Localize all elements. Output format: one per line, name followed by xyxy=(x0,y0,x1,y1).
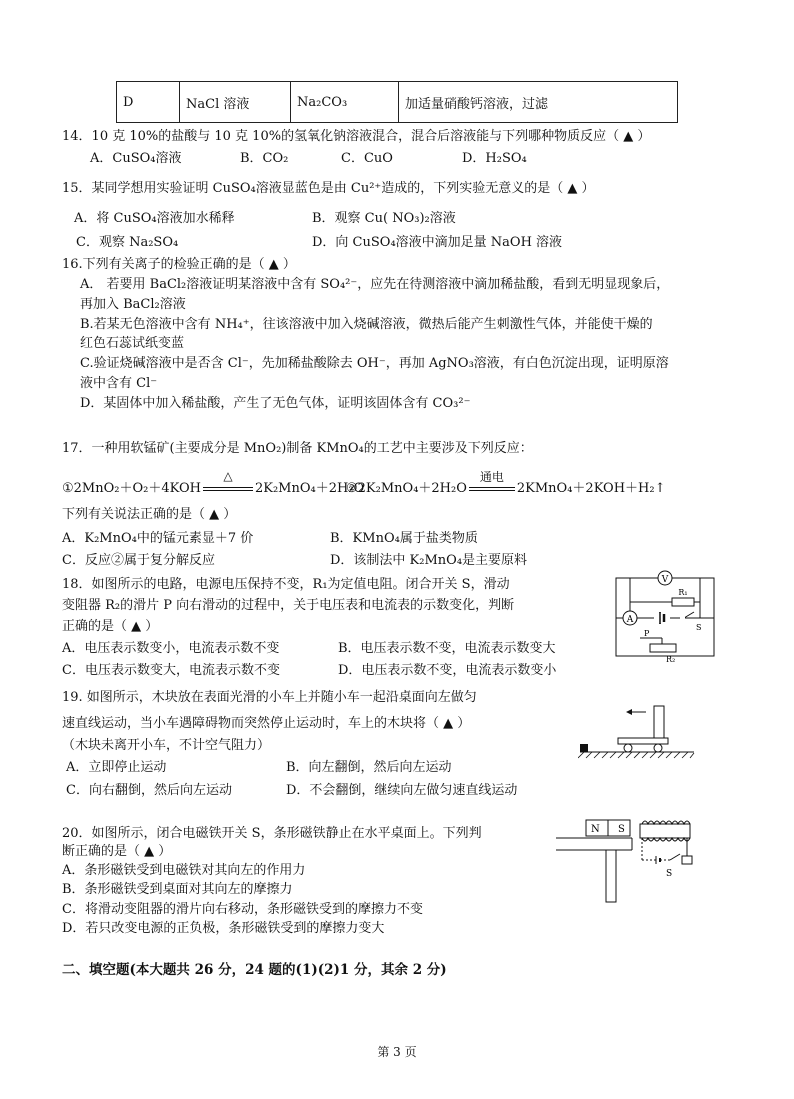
table-cell: Na₂CO₃ xyxy=(291,82,399,123)
eq1-left: ①2MnO₂＋O₂＋4KOH xyxy=(62,481,201,496)
q16-option-b: B.若某无色溶液中含有 NH₄⁺，往该溶液中加入烧碱溶液，微热后能产生刺激性气体，并能使干燥的 xyxy=(80,317,653,332)
q20-option-c: C．将滑动变阻器的滑片向右移动，条形磁铁受到的摩擦力不变 xyxy=(62,902,423,917)
q15-option-a: A．将 CuSO₄溶液加水稀释 xyxy=(74,211,235,226)
q18-line-2: 变阻器 R₂的滑片 P 向右滑动的过程中，关于电压表和电流表的示数变化，判断 xyxy=(62,598,515,613)
electromagnet-diagram xyxy=(556,816,696,906)
q15-option-c: C．观察 Na₂SO₄ xyxy=(76,235,179,250)
q20-option-a: A．条形磁铁受到电磁铁对其向左的作用力 xyxy=(62,863,306,878)
q17-equation-2 xyxy=(346,470,666,496)
q17-prompt: 下列有关说法正确的是（ ▲ ） xyxy=(62,507,237,522)
q15-option-b: B．观察 Cu( NO₃)₂溶液 xyxy=(312,211,456,226)
q19-option-b: B．向左翻倒，然后向左运动 xyxy=(286,760,452,775)
table-cell: 加适量硝酸钙溶液，过滤 xyxy=(399,82,678,123)
q19-option-d: D．不会翻倒，继续向左做匀速直线运动 xyxy=(286,783,518,798)
q19-option-c: C．向右翻倒，然后向左运动 xyxy=(66,783,232,798)
q14-stem: 14．10 克 10%的盐酸与 10 克 10%的氢氧化钠溶液混合，混合后溶液能与下列哪种物质反应（ ▲ ） xyxy=(62,129,651,144)
switch-s-label: S xyxy=(666,869,673,879)
r2-label: R₂ xyxy=(666,655,676,664)
q18-option-a: A．电压表示数变小，电流表示数不变 xyxy=(62,641,280,656)
slider-label: P xyxy=(644,629,650,638)
eq2-condition: 通电 xyxy=(467,481,517,496)
q18-option-d: D．电压表示数不变，电流表示数变小 xyxy=(338,663,557,678)
magnet-n-label: N xyxy=(591,824,600,835)
q17-stem: 17．一种用软锰矿(主要成分是 MnO₂)制备 KMnO₄的工艺中主要涉及下列反应： xyxy=(62,441,533,456)
switch-label: S xyxy=(696,623,702,632)
q19-line-3: （木块未离开小车，不计空气阻力） xyxy=(62,738,271,753)
circuit-diagram xyxy=(610,566,720,666)
q19-option-a: A．立即停止运动 xyxy=(66,760,167,775)
cart-diagram xyxy=(578,700,698,770)
q14-option-a: A．CuSO₄溶液 xyxy=(90,151,182,166)
q14-option-d: D．H₂SO₄ xyxy=(462,151,527,166)
q20-line-1: 20．如图所示，闭合电磁铁开关 S，条形磁铁静止在水平桌面上。下列判 xyxy=(62,826,482,841)
magnet-s-label: S xyxy=(618,824,625,835)
page-number: 第 3 页 xyxy=(377,1045,417,1059)
q16-option-c-cont: 液中含有 Cl⁻ xyxy=(80,376,158,391)
q19-line-2: 速直线运动，当小车遇障碍物而突然停止运动时，车上的木块将（ ▲ ） xyxy=(62,716,471,731)
q16-option-a: A． 若要用 BaCl₂溶液证明某溶液中含有 SO₄²⁻，应先在待测溶液中滴加稀盐酸，看到无明显现象后， xyxy=(80,277,670,292)
q16-option-c: C.验证烧碱溶液中是否含 Cl⁻，先加稀盐酸除去 OH⁻，再加 AgNO₃溶液，有白色沉淀出现，证明原溶 xyxy=(80,356,669,371)
voltmeter-label: V xyxy=(661,575,669,585)
q16-option-b-cont: 红色石蕊试纸变蓝 xyxy=(80,336,185,351)
q18-option-c: C．电压表示数变大，电流表示数不变 xyxy=(62,663,280,678)
answer-table xyxy=(116,81,678,123)
table-cell: NaCl 溶液 xyxy=(180,82,291,123)
section-heading: 二、填空题(本大题共 26 分，24 题的(1)(2)1 分，其余 2 分) xyxy=(62,962,447,978)
q16-option-a-cont: 再加入 BaCl₂溶液 xyxy=(80,297,186,312)
r1-label: R₁ xyxy=(678,588,688,597)
q17-option-d: D．该制法中 K₂MnO₄是主要原料 xyxy=(330,553,528,568)
q17-option-a: A．K₂MnO₄中的锰元素显＋7 价 xyxy=(62,531,254,546)
q18-option-b: B．电压表示数不变，电流表示数变大 xyxy=(338,641,556,656)
ammeter-label: A xyxy=(626,615,634,625)
table-row xyxy=(117,82,678,123)
table-cell: D xyxy=(117,82,180,123)
q17-option-c: C．反应②属于复分解反应 xyxy=(62,553,215,568)
q16-option-d: D．某固体中加入稀盐酸，产生了无色气体，证明该固体含有 CO₃²⁻ xyxy=(80,396,471,411)
q17-option-b: B．KMnO₄属于盐类物质 xyxy=(330,531,478,546)
q18-line-3: 正确的是（ ▲ ） xyxy=(62,619,159,634)
q18-line-1: 18．如图所示的电路，电源电压保持不变，R₁为定值电阻。闭合开关 S，滑动 xyxy=(62,577,510,592)
q20-option-b: B．条形磁铁受到桌面对其向左的摩擦力 xyxy=(62,882,293,897)
eq2-right: 2KMnO₄＋2KOH＋H₂↑ xyxy=(516,481,666,496)
q15-option-d: D．向 CuSO₄溶液中滴加足量 NaOH 溶液 xyxy=(312,235,563,250)
eq1-right: 2K₂MnO₄＋2H₂O xyxy=(254,481,365,496)
eq1-condition: △ xyxy=(201,481,255,496)
q20-line-2: 断正确的是（ ▲ ） xyxy=(62,844,172,859)
q16-stem: 16.下列有关离子的检验正确的是（ ▲ ） xyxy=(62,257,296,272)
q14-option-c: C．CuO xyxy=(341,151,393,166)
q19-line-1: 19. 如图所示，木块放在表面光滑的小车上并随小车一起沿桌面向左做匀 xyxy=(62,690,477,705)
q17-equation-1 xyxy=(62,469,365,496)
q14-option-b: B．CO₂ xyxy=(240,151,289,166)
eq2-left: ②2K₂MnO₄＋2H₂O xyxy=(346,481,467,496)
q20-option-d: D．若只改变电源的正负极，条形磁铁受到的摩擦力变大 xyxy=(62,921,385,936)
q15-stem: 15．某同学想用实验证明 CuSO₄溶液显蓝色是由 Cu²⁺造成的，下列实验无意义的是（ ▲ ） xyxy=(62,181,595,196)
